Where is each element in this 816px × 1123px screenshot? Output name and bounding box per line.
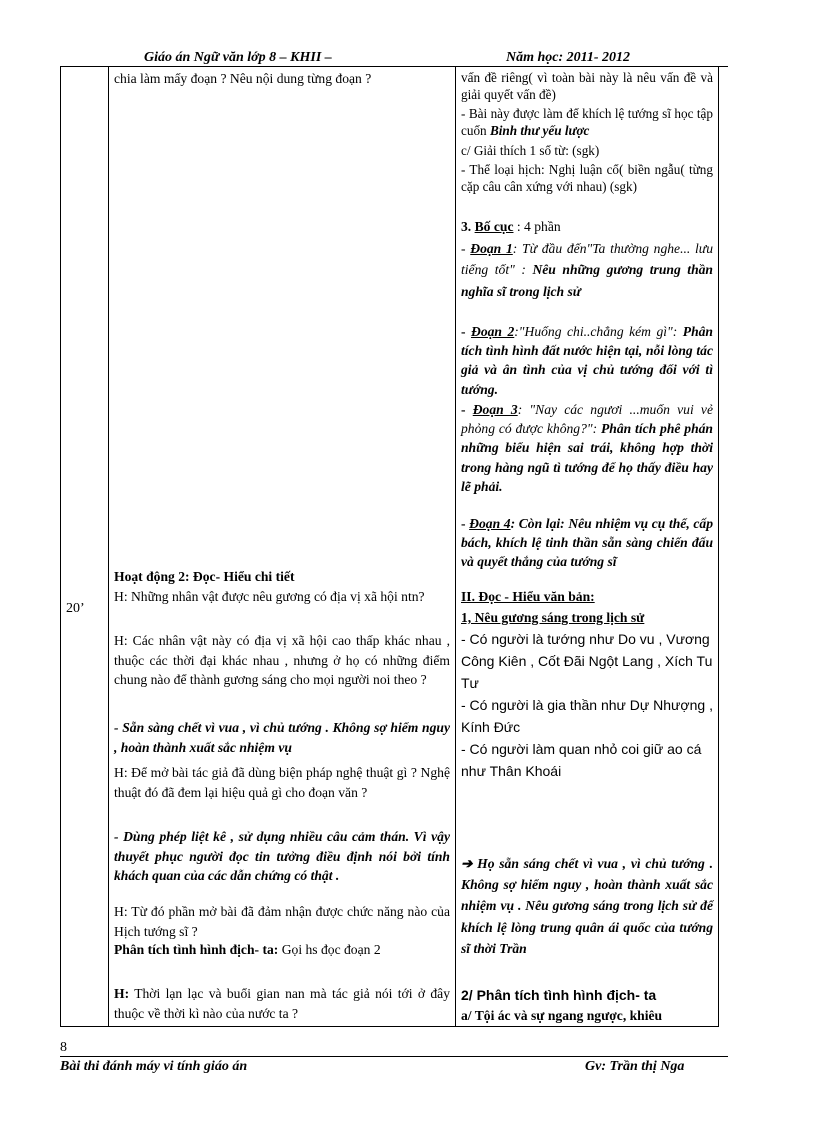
crimes-heading: a/ Tội ác và sự ngang ngược, khiêu [461,1008,663,1023]
section-1-label: Đoạn 1 [470,241,513,256]
divide-question: chia làm mấy đoạn ? Nêu nội dung từng đoạn ? [114,71,372,86]
examples-heading: 1, Nêu gương sáng trong lịch sử [461,610,645,625]
lesson-table [60,66,719,1027]
page-number: 8 [60,1040,67,1055]
arrow-icon: ➔ [461,856,473,871]
structure-count: : 4 phần [513,219,561,234]
analysis-text: Gọi hs đọc đoạn 2 [278,942,381,957]
footer-divider [60,1056,728,1057]
section-3: - Đoạn 3: "Nay các ngươi ...muốn vui vẻ phỏng có được không?": Phân tích phê phán những biểu hiện sai trái, không hợp thời trong hàng ngũ tì tướng để họ thấy điều hay lẽ phải. [461,402,713,494]
section-1-text: Nêu những gương trung thần nghĩa sĩ trong lịch sử [461,262,713,299]
reading-heading: II. Đọc - Hiểu văn bản: [461,589,595,604]
section-1: - Đoạn 1: Từ đầu đến"Ta thường nghe... lưu tiếng tốt" : Nêu những gương trung thần nghĩa sĩ trong lịch sử [461,241,713,299]
question-2: H: Các nhân vật này có địa vị xã hội cao thấp khác nhau , thuộc các thời đại khác nhau , nhưng ở họ có những điểm chung nào để thành gương sáng cho mọi người noi theo ? [114,633,450,687]
example-officials: - Có người làm quan nhỏ coi giữ ao cá như Thân Khoái [461,741,702,779]
question-1: H: Những nhân vật được nêu gương có địa vị xã hội ntn? [114,589,425,604]
content-purpose-text: - Bài này được làm để khích lệ tướng sĩ học tập cuốn [461,106,713,139]
time-label: 20’ [66,601,85,616]
section-3-text: Phân tích phê phán những biểu hiện sai trái, không hợp thời trong hàng ngũ tì tướng để họ thấy điều hay lẽ phải. [461,421,713,494]
analysis-prompt [114,940,450,960]
footer-right: Gv: Trần thị Nga [585,1059,685,1074]
genre-note: - Thể loại hịch: Nghị luận cổ( biền ngẫu( từng cặp câu cân xứng với nhau) (sgk) [461,162,713,195]
content-purpose [461,105,713,139]
section-4: - Đoạn 4: Còn lại: Nêu nhiệm vụ cụ thể, cấp bách, khích lệ tinh thần sẵn sàng chiến đấu và quyết thắng của tướng sĩ [461,516,713,570]
analysis-label: Phân tích tình hình địch- ta: [114,942,279,957]
question-3: H: Để mở bài tác giả đã dùng biện pháp nghệ thuật gì ? Nghệ thuật đó đã đem lại hiệu quả gì cho đoạn văn ? [114,765,450,800]
question-5-label: H: [114,986,130,1001]
content-column [456,67,719,1027]
section-4-text: : Còn lại: Nêu nhiệm vụ cụ thể, cấp bách, khích lệ tinh thần sẵn sàng chiến đấu và quyết thắng của tướng sĩ [461,516,713,570]
conclusion [461,853,713,959]
example-generals: - Có người là tướng như Do vu , Vương Công Kiên , Cốt Đãi Ngột Lang , Xích Tu Tư [461,631,713,691]
section-2-text: Phân tích tình hình đất nước hiện tại, nỗi lòng tác giả và ân tình của vị chủ tướng đối với tì tướng. [461,324,713,397]
table-row [61,67,719,1027]
footer-left: Bài thi đánh máy vi tính giáo án [60,1059,248,1074]
activity-2-heading: Hoạt động 2: Đọc- Hiểu chi tiết [114,569,295,584]
section-3-label: Đoạn 3 [472,402,518,417]
time-cell [61,67,109,1027]
header-left: Giáo án Ngữ văn lớp 8 – KHII – [144,50,332,65]
header-right: Năm học: 2011- 2012 [506,50,631,65]
answer-3: - Dùng phép liệt kê , sử dụng nhiều câu cảm thán. Vì vậy thuyết phục người đọc tin tưởng điều định nói bởi tính khách quan của các dẫn chứng có thật . [114,829,450,883]
structure-label: Bố cục [474,219,514,234]
teacher-column [109,67,456,1027]
section-2: - Đoạn 2:"Huống chi..chẳng kém gì": Phân tích tình hình đất nước hiện tại, nỗi lòng tác giả và ân tình của vị chủ tướng đối với tì tướng. [461,324,713,397]
analysis-heading: 2/ Phân tích tình hình địch- ta [461,987,657,1003]
structure-number: 3. [461,219,475,234]
example-retainers: - Có người là gia thần như Dự Nhượng , Kính Đức [461,697,713,735]
question-5-text: Thời lạn lạc và buổi gian nan mà tác giả nói tới ở đây thuộc về thời kì nào của nước ta ? [114,986,450,1021]
question-4: H: Từ đó phần mở bài đã đảm nhận được chức năng nào của Hịch tướng sĩ ? [114,904,450,939]
question-5 [114,984,450,1023]
conclusion-text: Họ sẵn sáng chết vì vua , vì chủ tướng . Không sợ hiểm nguy , hoàn thành xuất sắc nhiệm vụ . Nêu gương sáng trong lịch sử để khích lệ lòng trung quân ái quốc của tướng sĩ thời Trần [461,856,713,956]
section-2-quote: :"Huống chi..chẳng kém gì": [514,324,678,339]
section-1-quote: : Từ đầu đến"Ta thường nghe... lưu tiếng tốt" : [461,241,713,278]
section-4-label: Đoạn 4 [469,516,511,531]
structure-heading [461,217,713,237]
section-2-label: Đoạn 2 [471,324,515,339]
content-intro: vấn đề riêng( vì toàn bài này là nêu vấn đề và giải quyết vấn đề) [461,70,713,103]
book-title: Binh thư yếu lược [489,123,590,139]
answer-2: - Sẵn sàng chết vì vua , vì chủ tướng . Không sợ hiểm nguy , hoàn thành xuất sắc nhiệm vụ [114,720,450,755]
word-explanation: c/ Giải thích 1 số từ: (sgk) [461,143,600,158]
section-3-quote: : "Nay các ngươi ...muốn vui vẻ phỏng có được không?": [461,402,713,437]
